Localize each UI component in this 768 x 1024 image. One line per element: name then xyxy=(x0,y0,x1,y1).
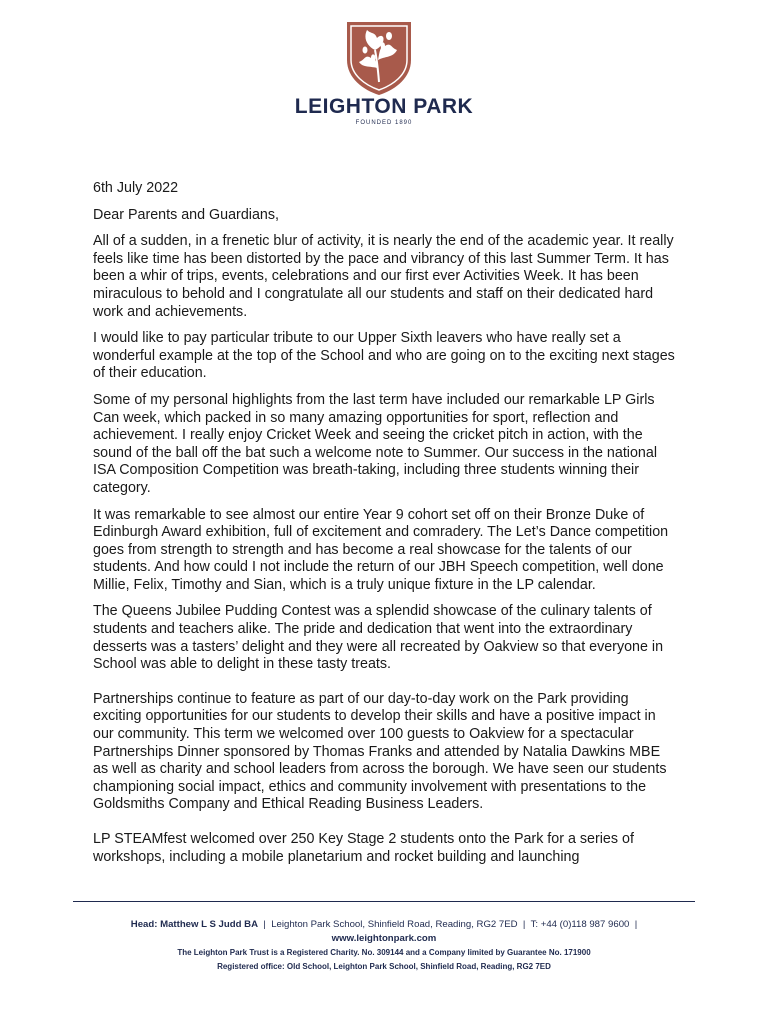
footer-head: Head: Matthew L S Judd BA xyxy=(130,919,258,930)
letterhead xyxy=(0,0,768,140)
footer-divider xyxy=(73,901,695,902)
footer-contact-line xyxy=(60,918,708,932)
paragraph-5: The Queens Jubilee Pudding Contest was a splendid showcase of the culinary talents of students and teachers alike. The pride and dedication that went into the extraordinary desserts was a tasters’ delight and they were all recreated by Oakview so that everyone in School was able to delight in these tasty treats. xyxy=(93,603,664,673)
paragraph-7: LP STEAMfest welcomed over 250 Key Stage 2 students onto the Park for a series of workshops, including a mobile planetarium and rocket building and launching xyxy=(93,831,634,865)
paragraph-3: Some of my personal highlights from the last term have included our remarkable LP Girls Can week, which packed in so many amazing opportunities for sport, reflection and achievement. I really enjoy Cricket Week and seeing the cricket pitch in action, with the sound of the ball off the bat such a welcome note to Summer. Our success in the national ISA Composition Competition was breath-taking, including three students winning their category. xyxy=(93,391,657,496)
letter-date: 6th July 2022 xyxy=(93,180,179,196)
paragraph-2: I would like to pay particular tribute to our Upper Sixth leavers who have really set a wonderful example at the top of the School and who are going on to the exciting next stages of their education. xyxy=(93,330,675,382)
paragraph-1: All of a sudden, in a frenetic blur of activity, it is nearly the end of the academic year. It really feels like time has been distorted by the pace and vibrancy of this last Summer Term. It has been a whir of trips, events, celebrations and our first ever Activities Week. It has been miraculous to behold and I congratulate all our students and staff on their dedicated hard work and achievements. xyxy=(93,233,674,320)
paragraph-6: Partnerships continue to feature as part of our day-to-day work on the Park providing exciting opportunities for our students to develop their skills and have a positive impact in our community. This term we welcomed over 100 guests to Oakview for a spectacular Partnerships Dinner sponsored by Thomas Franks and attended by Natalia Dawkins MBE as well as charity and school leaders from across the borough. We have seen our students championing social impact, ethics and community involvement with presentations to the Goldsmiths Company and Ethical Reading Business Leaders. xyxy=(93,690,667,813)
letter-body xyxy=(93,180,678,875)
paragraph-4: It was remarkable to see almost our entire Year 9 cohort set off on their Bronze Duke of Edinburgh Award exhibition, full of excitement and comradery. The Let’s Dance competition goes from strength to strength and has become a real showcase for the talents of our students. And how could I not include the return of our JBH Speech competition, well done Millie, Felix, Timothy and Sian, which is a truly unique fixture in the LP calendar. xyxy=(93,506,669,593)
oak-leaf-crest-icon xyxy=(345,20,413,96)
footer xyxy=(60,918,708,974)
footer-address: Leighton Park School, Shinfield Road, Reading, RG2 7ED xyxy=(271,919,518,930)
brand-founded: FOUNDED 1890 xyxy=(355,120,413,126)
footer-charity: The Leighton Park Trust is a Registered Charity. No. 309144 and a Company limited by Guarantee No. 171900 xyxy=(177,948,591,957)
footer-separator: | xyxy=(263,919,266,930)
footer-registered-office: Registered office: Old School, Leighton Park School, Shinfield Road, Reading, RG2 7ED xyxy=(217,962,551,971)
footer-website-link[interactable]: www.leightonpark.com xyxy=(331,933,437,944)
footer-separator: | xyxy=(634,919,638,930)
letter-greeting: Dear Parents and Guardians, xyxy=(93,206,279,223)
brand-name: LEIGHTON PARK xyxy=(294,95,474,118)
footer-separator: | xyxy=(522,919,526,930)
footer-phone: T: +44 (0)118 987 9600 xyxy=(530,919,630,930)
